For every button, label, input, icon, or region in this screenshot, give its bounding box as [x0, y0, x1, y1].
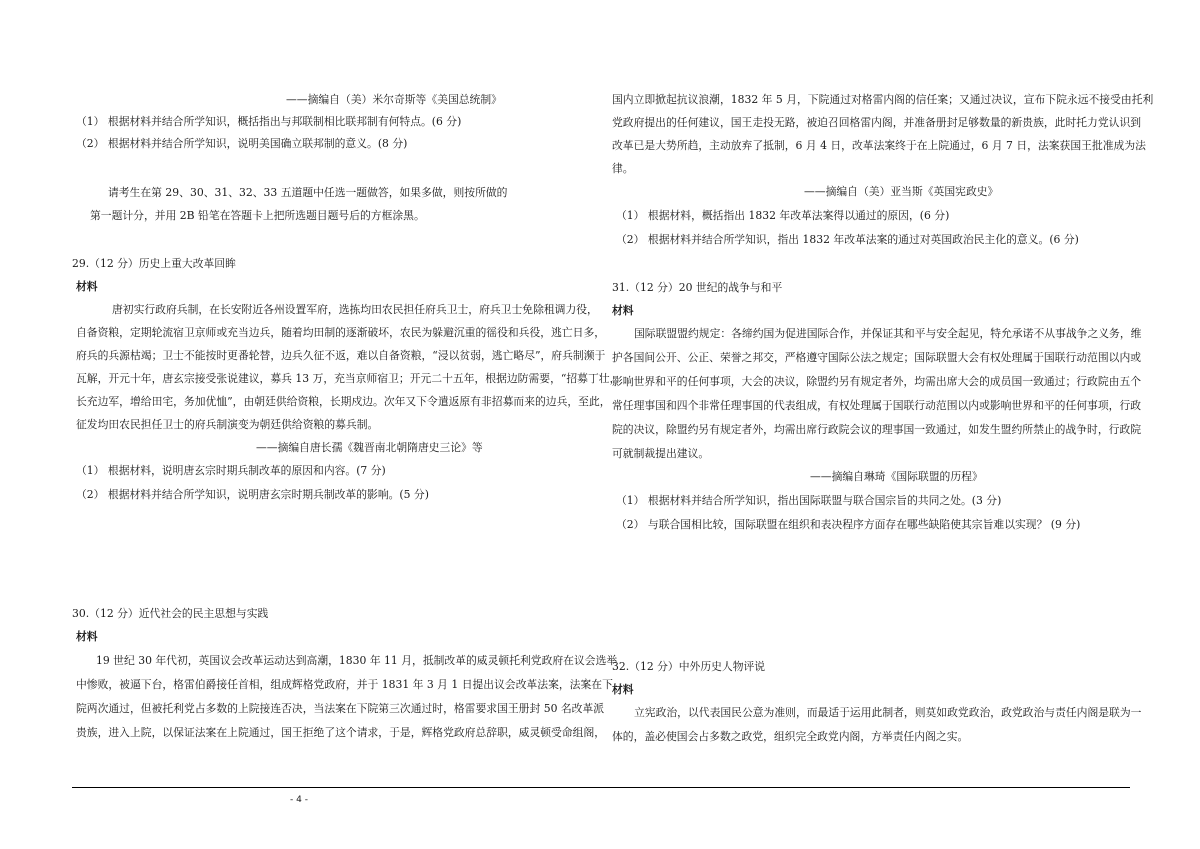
source-citation: ——摘编自唐长孺《魏晋南北朝隋唐史三论》等: [256, 441, 483, 454]
material-label: 材料: [612, 683, 634, 696]
material-line: 院的决议，除盟约另有规定者外，均需出席行政院会议的理事国一致通过，如发生盟约所禁止的战争时，行政院: [612, 423, 1142, 436]
question-title: 30.（12 分）近代社会的民主思想与实践: [72, 607, 269, 620]
page-number: - 4 -: [290, 795, 308, 805]
question-item: （1） 根据材料，说明唐玄宗时期兵制改革的原因和内容。(7 分): [76, 464, 386, 477]
material-label: 材料: [612, 304, 634, 317]
question-item: （1） 根据材料并结合所学知识，指出国际联盟与联合国宗旨的共同之处。(3 分): [616, 494, 1002, 507]
source-citation: ——摘编自（美）米尔奇斯等《美国总统制》: [286, 93, 502, 106]
source-citation: ——摘编自琳琦《国际联盟的历程》: [810, 470, 983, 483]
material-line: 影响世界和平的任何事项，大会的决议，除盟约另有规定者外，均需出席大会的成员国一致通过；行政院由五个: [612, 375, 1142, 388]
source-citation: ——摘编自（美）亚当斯《英国宪政史》: [804, 185, 999, 198]
material-line: 院两次通过，但被托利党占多数的上院接连否决，当法案在下院第三次通过时，格雷要求国王册封 50 名改革派: [76, 702, 605, 715]
question-item: （2） 根据材料并结合所学知识，指出 1832 年改革法案的通过对英国政治民主化的意义。(6 分): [616, 233, 1079, 246]
question-title: 31.（12 分）20 世纪的战争与和平: [612, 281, 783, 294]
material-line: 改革已是大势所趋，主动放弃了抵制，6 月 4 日，改革法案终于在上院通过，6 月 7 日，法案获国王批准成为法: [612, 139, 1146, 152]
material-label: 材料: [76, 280, 98, 293]
material-line: 自备资粮，定期轮流宿卫京师或充当边兵，随着均田制的逐渐破坏，农民为躲避沉重的徭役和兵役，逃亡日多，: [76, 326, 606, 339]
material-line: 护各国间公开、公正、荣誉之邦交，严格遵守国际公法之规定；国际联盟大会有权处理属于国联行动范围以内或: [612, 351, 1142, 364]
material-line: 体的，盖必使国会占多数之政党，组织完全政党内阁，方举责任内阁之实。: [612, 730, 969, 743]
question-item: （1） 根据材料，概括指出 1832 年改革法案得以通过的原因，(6 分): [616, 209, 950, 222]
question-item: （1） 根据材料并结合所学知识，概括指出与邦联制相比联邦制有何特点。(6 分): [76, 115, 462, 128]
material-line: 征发均田农民担任卫士的府兵制演变为朝廷供给资粮的募兵制。: [76, 418, 379, 431]
material-label: 材料: [76, 630, 98, 643]
question-title: 29.（12 分）历史上重大改革回眸: [72, 257, 236, 270]
question-title: 32.（12 分）中外历史人物评说: [612, 660, 766, 673]
question-item: （2） 根据材料并结合所学知识，说明美国确立联邦制的意义。(8 分): [76, 137, 408, 150]
material-line: 唐初实行政府兵制，在长安附近各州设置军府，选拣均田农民担任府兵卫士，府兵卫士免除租调力役，: [112, 303, 598, 316]
footer-rule: [72, 787, 1130, 788]
material-line: 府兵的兵源枯竭；卫士不能按时更番轮替，边兵久征不返，难以自备资粮，“浸以贫弱，逃亡略尽”，府兵制濒于: [76, 349, 606, 362]
material-line: 长充边军，增给田宅，务加优恤”，由朝廷供给资粮，长期戍边。次年又下令遣返原有非招募而来的边兵，至此，: [76, 395, 611, 408]
material-line: 中惨败，被逼下台，格雷伯爵接任首相，组成辉格党政府，并于 1831 年 3 月 1 日提出议会改革法案，法案在下: [76, 678, 613, 691]
material-line: 19 世纪 30 年代初，英国议会改革运动达到高潮，1830 年 11 月，抵制改革的威灵顿托利党政府在议会选举: [96, 654, 618, 667]
instruction-text: 第一题计分，并用 2B 铅笔在答题卡上把所选题目题号后的方框涂黑。: [90, 209, 425, 222]
material-line: 贵族，进入上院，以保证法案在上院通过，国王拒绝了这个请求，于是，辉格党政府总辞职，威灵顿受命组阁，: [76, 726, 606, 739]
material-line: 立宪政治，以代表国民公意为准则，而最适于运用此制者，则莫如政党政治，政党政治与责任内阁是联为一: [634, 706, 1142, 719]
material-line: 国际联盟盟约规定：各缔约国为促进国际合作，并保证其和平与安全起见，特允承诺不从事战争之义务，维: [634, 327, 1142, 340]
question-item: （2） 与联合国相比较，国际联盟在组织和表决程序方面存在哪些缺陷使其宗旨难以实现？ (9 分): [616, 518, 1081, 531]
question-item: （2） 根据材料并结合所学知识，说明唐玄宗时期兵制改革的影响。(5 分): [76, 488, 429, 501]
material-line: 瓦解，开元十年，唐玄宗接受张说建议，募兵 13 万，充当京师宿卫；开元二十五年，根据边防需要，“招募丁壮，: [76, 372, 621, 385]
material-line: 律。: [612, 162, 634, 175]
material-line: 可就制裁提出建议。: [612, 447, 710, 460]
material-line: 党政府提出的任何建议，国王走投无路，被迫召回格雷内阁，并准备册封足够数量的新贵族，此时托力党认识到: [612, 116, 1142, 129]
material-line: 国内立即掀起抗议浪潮，1832 年 5 月，下院通过对格雷内阁的信任案；又通过决议，宣布下院永远不接受由托利: [612, 93, 1154, 106]
instruction-text: 请考生在第 29、30、31、32、33 五道题中任选一题做答，如果多做，则按所做的: [108, 186, 508, 199]
material-line: 常任理事国和四个非常任理事国的代表组成，有权处理属于国联行动范围以内或影响世界和平的任何事项，行政: [612, 399, 1142, 412]
